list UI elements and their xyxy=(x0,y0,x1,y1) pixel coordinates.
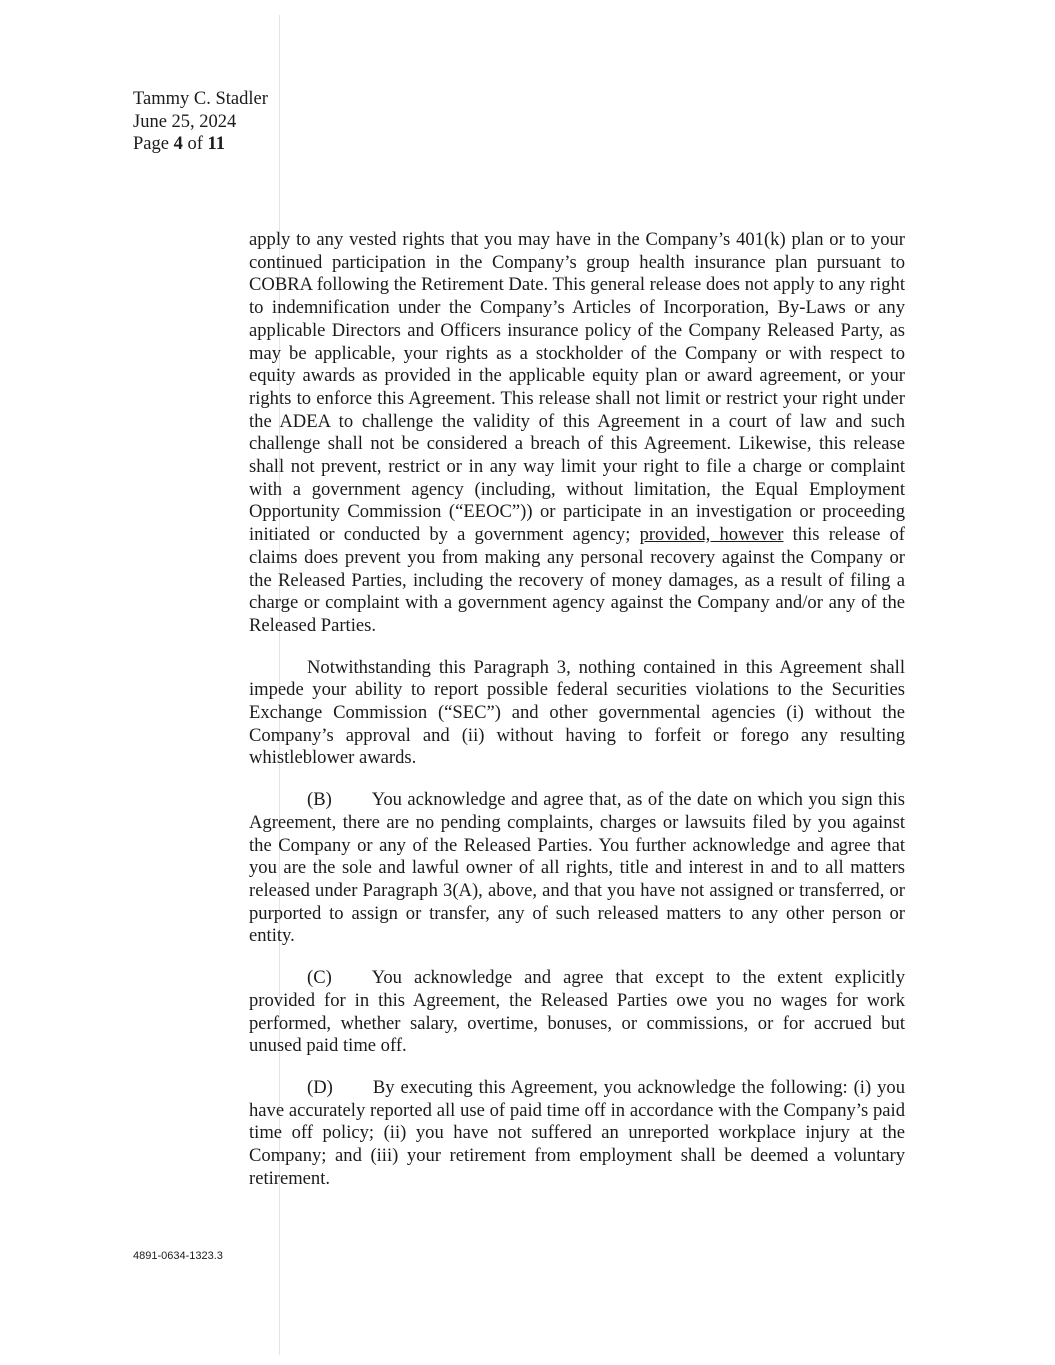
document-body xyxy=(249,229,905,1209)
letter-header xyxy=(133,88,268,156)
recipient-name: Tammy C. Stadler xyxy=(133,89,268,109)
paragraph-b-label: (B) xyxy=(307,789,332,811)
page-number: 4 xyxy=(173,134,183,154)
page-prefix: Page xyxy=(133,134,174,154)
paragraph-c-label: (C) xyxy=(307,967,332,989)
paragraph-notwithstanding: Notwithstanding this Paragraph 3, nothing contained in this Agreement shall impede your ability to report possible federal securities violations to the Securities Exchange Commission (“SEC”) and other governmental agencies (i) without the Company’s approval and (ii) without having to forfeit or forego any resulting whistleblower awards. xyxy=(249,656,905,769)
paragraph-c: (C) You acknowledge and agree that except to the extent explicitly provided for in this Agreement, the Released Parties owe you no wages for work performed, whether salary, overtime, bonuses, or commissions, or for accrued but unused paid time off. xyxy=(249,967,905,1057)
page-of: of xyxy=(182,134,208,154)
paragraph-release-continuation: apply to any vested rights that you may have in the Company’s 401(k) plan or to your continued participation in the Company’s group health insurance plan pursuant to COBRA following the Retirement Date. This general release does not apply to any right to indemnification under the Company’s Articles of Incorporation, By-Laws or any applicable Directors and Officers insurance policy of the Company Released Party, as may be applicable, your rights as a stockholder of the Company or with respect to equity awards as provided in the applicable equity plan or award agreement, or your rights to enforce this Agreement. This release shall not limit or restrict your right under the ADEA to challenge the validity of this Agreement in a court of law and such challenge shall not be considered a breach of this Agreement. Likewise, this release shall not prevent, restrict or in any way limit your right to file a charge or complaint with a government agency (including, without limitation, the Equal Employment Opportunity Commission (“EEOC”)) or participate in an investigation or proceeding initiated or conducted by a government agency; provided, however this release of claims does prevent you from making any personal recovery against the Company or the Released Parties, including the recovery of money damages, as a result of filing a charge or complaint with a government agency against the Company and/or any of the Released Parties. xyxy=(249,229,905,636)
paragraph-b: (B) You acknowledge and agree that, as of the date on which you sign this Agreement, there are no pending complaints, charges or lawsuits filed by you against the Company or any of the Released Parties. You further acknowledge and agree that you are the sole and lawful owner of all rights, title and interest in and to all matters released under Paragraph 3(A), above, and that you have not assigned or transferred, or purported to assign or transfer, any of such released matters to any other person or entity. xyxy=(249,789,905,947)
document-id: 4891-0634-1323.3 xyxy=(133,1250,223,1262)
letter-date: June 25, 2024 xyxy=(133,111,237,132)
provided-however-underlined: provided, however xyxy=(639,524,784,546)
paragraph-d: (D) By executing this Agreement, you acknowledge the following: (i) you have accurately reported all use of paid time off in accordance with the Company’s paid time off policy; (ii) you have not suffered an unreported workplace injury at the Company; and (iii) your retirement from employment shall be deemed a voluntary retirement. xyxy=(249,1076,905,1189)
page-indicator xyxy=(133,133,268,156)
page-total: 11 xyxy=(207,134,225,154)
paragraph-d-label: (D) xyxy=(307,1076,333,1098)
